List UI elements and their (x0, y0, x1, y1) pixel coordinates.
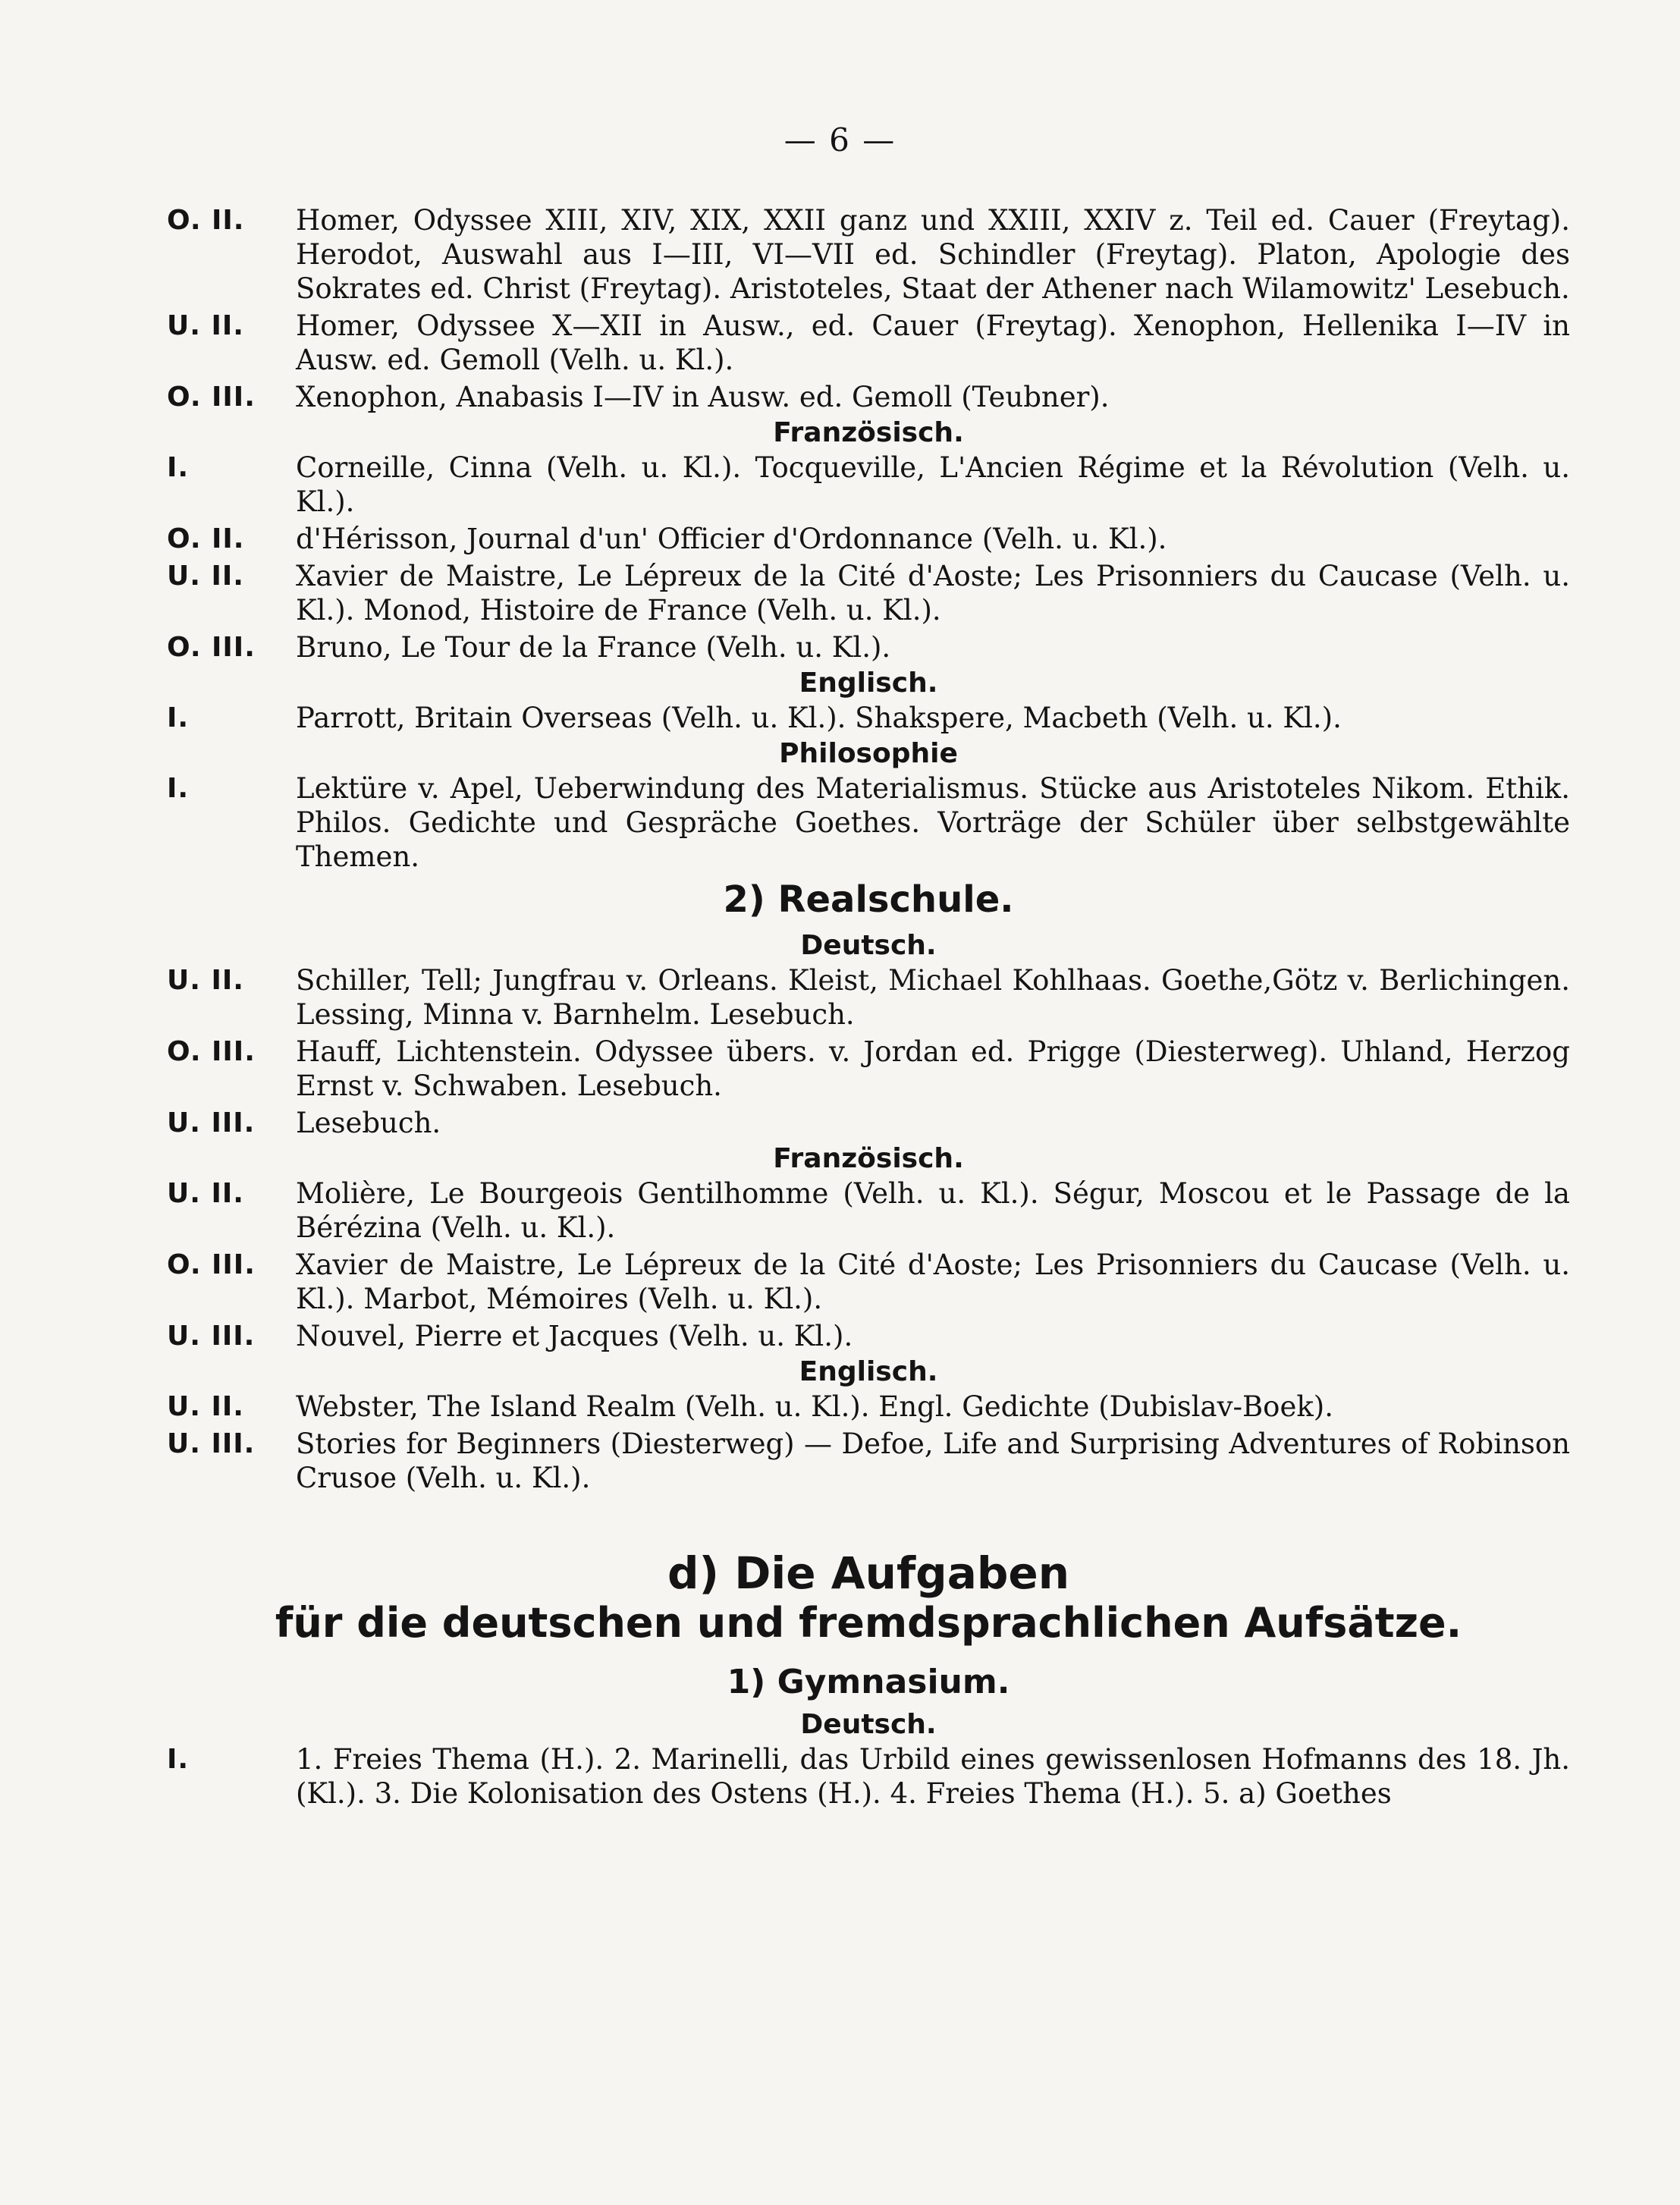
class-label: U. II. (167, 1178, 244, 1209)
list-item (167, 1742, 1570, 1811)
class-label: O. III. (167, 1036, 256, 1067)
entry-text: Lesebuch. (296, 1107, 441, 1139)
chapter-title: d) Die Aufgaben (667, 1547, 1069, 1599)
entry-text: Webster, The Island Realm (Velh. u. Kl.). Engl. Gedichte (Dubislav-Boek). (296, 1390, 1333, 1423)
list-item (167, 630, 1570, 664)
entry-text: Xavier de Maistre, Le Lépreux de la Cité d'Aoste; Les Prisonniers du Caucase (Velh. u. Kl.). Marbot, Mémoires (Velh. u. Kl.). (296, 1249, 1570, 1315)
entry-text: Bruno, Le Tour de la France (Velh. u. Kl.). (296, 631, 891, 664)
entry-text: Xenophon, Anabasis I—IV in Ausw. ed. Gemoll (Teubner). (296, 381, 1110, 413)
subject-heading-franzoesisch: Französisch. (773, 1143, 964, 1174)
list-item (167, 203, 1570, 306)
class-label: O. II. (167, 205, 245, 236)
list-item (167, 771, 1570, 874)
entry-text: Hauff, Lichtenstein. Odyssee übers. v. Jordan ed. Prigge (Diesterweg). Uhland, Herzog Ernst v. Schwaben. Lesebuch. (296, 1035, 1570, 1102)
list-item (167, 522, 1570, 556)
list-item (167, 559, 1570, 627)
entry-text: Lektüre v. Apel, Ueberwindung des Materialismus. Stücke aus Aristoteles Nikom. Ethik. Philos. Gedichte und Gespräche Goethes. Vorträge der Schüler über selbstgewählte Themen. (296, 772, 1570, 873)
entry-text: Homer, Odyssee X—XII in Ausw., ed. Cauer (Freytag). Xenophon, Hellenika I—IV in Ausw. ed. Gemoll (Velh. u. Kl.). (296, 309, 1570, 376)
section-heading-realschule: 2) Realschule. (723, 878, 1014, 921)
entry-text: 1. Freies Thema (H.). 2. Marinelli, das Urbild eines gewissenlosen Hofmanns des 18. Jh. (Kl.). 3. Die Kolonisation des Ostens (H.). 4. Freies Thema (H.). 5. a) Goethes (296, 1743, 1570, 1810)
class-label: I. (167, 702, 190, 733)
page-number: — 6 — (783, 121, 897, 159)
subject-heading-englisch: Englisch. (799, 667, 938, 699)
class-label: U. II. (167, 1391, 244, 1422)
class-label: O. III. (167, 382, 256, 413)
class-label: O. III. (167, 1249, 256, 1280)
list-item (167, 451, 1570, 519)
entry-text: Schiller, Tell; Jungfrau v. Orleans. Kleist, Michael Kohlhaas. Goethe,Götz v. Berlichingen. Lessing, Minna v. Barnhelm. Lesebuch. (296, 964, 1570, 1031)
list-item (167, 380, 1570, 414)
subject-heading-deutsch: Deutsch. (800, 1709, 937, 1740)
page-content (167, 203, 1570, 1814)
subject-heading-englisch: Englisch. (799, 1356, 938, 1387)
entry-text: Corneille, Cinna (Velh. u. Kl.). Tocqueville, L'Ancien Régime et la Révolution (Velh. u. Kl.). (296, 451, 1570, 518)
entry-text: Parrott, Britain Overseas (Velh. u. Kl.). Shakspere, Macbeth (Velh. u. Kl.). (296, 702, 1342, 734)
class-label: U. III. (167, 1428, 256, 1459)
class-label: O. III. (167, 632, 256, 663)
subject-heading-franzoesisch: Französisch. (773, 417, 964, 448)
list-item (167, 1035, 1570, 1103)
list-item (167, 1427, 1570, 1495)
list-item (167, 1106, 1570, 1140)
entry-text: d'Hérisson, Journal d'un' Officier d'Ordonnance (Velh. u. Kl.). (296, 523, 1167, 555)
class-label: O. II. (167, 523, 245, 554)
greek-list (167, 203, 1570, 414)
entry-text: Nouvel, Pierre et Jacques (Velh. u. Kl.). (296, 1320, 853, 1352)
list-item (167, 701, 1570, 735)
list-item (167, 309, 1570, 377)
class-label: U. III. (167, 1321, 256, 1352)
subject-heading-deutsch: Deutsch. (800, 930, 937, 961)
class-label: U. III. (167, 1107, 256, 1139)
class-label: U. II. (167, 310, 244, 341)
class-label: I. (167, 1744, 190, 1775)
subject-heading-philosophie: Philosophie (779, 738, 958, 769)
class-label: I. (167, 452, 190, 483)
list-item (167, 1319, 1570, 1353)
class-label: U. II. (167, 561, 244, 592)
chapter-subtitle: für die deutschen und fremdsprachlichen Aufsätze. (275, 1599, 1462, 1647)
entry-text: Stories for Beginners (Diesterweg) — Defoe, Life and Surprising Adventures of Robinson Crusoe (Velh. u. Kl.). (296, 1428, 1570, 1494)
section-heading-gymnasium: 1) Gymnasium. (727, 1663, 1010, 1701)
class-label: I. (167, 773, 190, 804)
list-item (167, 963, 1570, 1032)
class-label: U. II. (167, 965, 244, 996)
entry-text: Xavier de Maistre, Le Lépreux de la Cité d'Aoste; Les Prisonniers du Caucase (Velh. u. Kl.). Monod, Histoire de France (Velh. u. Kl.). (296, 560, 1570, 627)
list-item (167, 1248, 1570, 1316)
list-item (167, 1390, 1570, 1424)
entry-text: Molière, Le Bourgeois Gentilhomme (Velh. u. Kl.). Ségur, Moscou et le Passage de la Bérézina (Velh. u. Kl.). (296, 1177, 1570, 1244)
entry-text: Homer, Odyssee XIII, XIV, XIX, XXII ganz und XXIII, XXIV z. Teil ed. Cauer (Freytag). Herodot, Auswahl aus I—III, VI—VII ed. Schindler (Freytag). Platon, Apologie des Sokrates ed. Christ (Freytag). Aristoteles, Staat der Athener nach Wilamowitz' Lesebuch. (296, 204, 1570, 305)
list-item (167, 1176, 1570, 1245)
